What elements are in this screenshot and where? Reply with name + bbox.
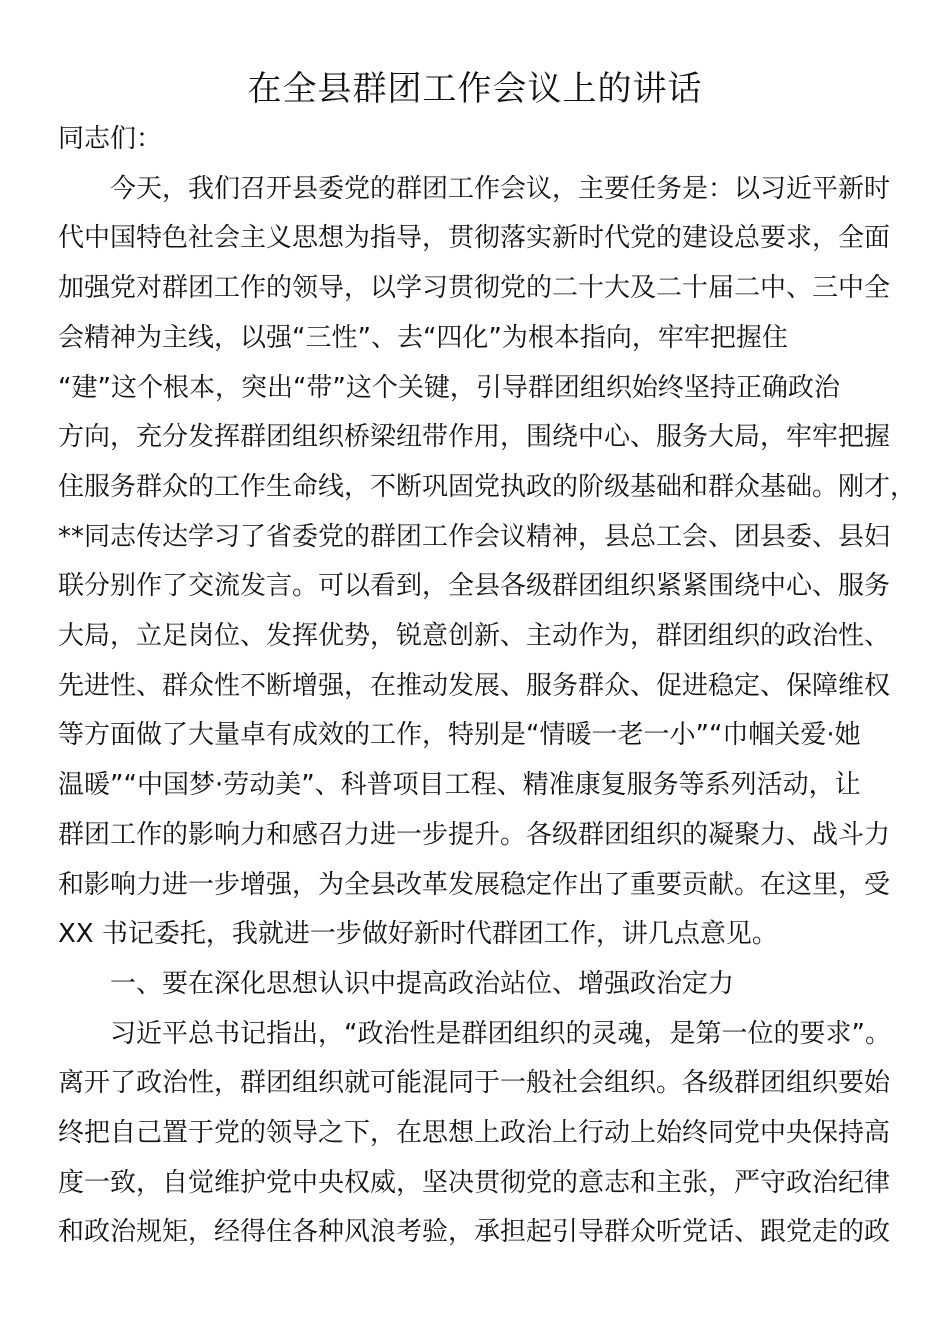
paragraph-line: 大局，立足岗位、发挥优势，锐意创新、主动作为，群团组织的政治性、 bbox=[58, 621, 891, 652]
paragraph-line: 群团工作的影响力和感召力进一步提升。各级群团组织的凝聚力、战斗力 bbox=[58, 819, 891, 850]
salutation-line: 同志们： bbox=[58, 124, 163, 154]
paragraph-line: 和影响力进一步增强，为全县改革发展稳定作出了重要贡献。在这里，受 bbox=[58, 869, 891, 900]
paragraph-line: 会精神为主线，以强“三性”、去“四化”为根本指向，牢牢把握住 bbox=[58, 322, 788, 353]
section-heading-1 bbox=[58, 960, 898, 1010]
paragraph-line: 和政治规矩，经得住各种风浪考验，承担起引导群众听党话、跟党走的政 bbox=[58, 1217, 891, 1248]
paragraph-line: 今天，我们召开县委党的群团工作会议，主要任务是：以习近平新时 bbox=[110, 173, 891, 204]
paragraph-line: 代中国特色社会主义思想为指导，贯彻落实新时代党的建设总要求，全面 bbox=[58, 223, 891, 254]
paragraph-line: 先进性、群众性不断增强，在推动发展、服务群众、促进稳定、保障维权 bbox=[58, 670, 891, 701]
document-body bbox=[58, 115, 917, 1258]
paragraph-line: 终把自己置于党的领导之下，在思想上政治上行动上始终同党中央保持高 bbox=[58, 1118, 891, 1149]
document-title: 在全县群团工作会议上的讲话 bbox=[247, 69, 703, 109]
paragraph-line: 度一致，自觉维护党中央权威，坚决贯彻党的意志和主张，严守政治纪律 bbox=[58, 1167, 891, 1198]
paragraph-line: 方向，充分发挥群团组织桥梁纽带作用，围绕中心、服务大局，牢牢把握 bbox=[58, 422, 891, 453]
paragraph-line: 加强党对群团工作的领导，以学习贯彻党的二十大及二十届二中、三中全 bbox=[58, 273, 891, 304]
paragraph-1 bbox=[58, 165, 917, 960]
paragraph-line: 等方面做了大量卓有成效的工作，特别是“情暖一老一小”“巾帼关爱·她 bbox=[58, 720, 861, 751]
paragraph-line: 习近平总书记指出，“政治性是群团组织的灵魂，是第一位的要求”。 bbox=[110, 1018, 891, 1049]
paragraph-line: 温暖”“中国梦·劳动美”、科普项目工程、精准康复服务等系列活动，让 bbox=[58, 770, 861, 801]
paragraph-line: XX 书记委托，我就进一步做好新时代群团工作，讲几点意见。 bbox=[58, 919, 778, 950]
paragraph-line: “建”这个根本，突出“带”这个关键，引导群团组织始终坚持正确政治 bbox=[58, 372, 840, 403]
paragraph-line: 离开了政治性，群团组织就可能混同于一般社会组织。各级群团组织要始 bbox=[58, 1068, 891, 1099]
paragraph-line: 联分别作了交流发言。可以看到，全县各级群团组织紧紧围绕中心、服务 bbox=[58, 571, 891, 602]
salutation bbox=[58, 115, 898, 165]
paragraph-line: **同志传达学习了省委党的群团工作会议精神，县总工会、团县委、县妇 bbox=[58, 521, 891, 552]
section-heading-line: 一、要在深化思想认识中提高政治站位、增强政治定力 bbox=[110, 968, 735, 999]
paragraph-line: 住服务群众的工作生命线，不断巩固党执政的阶级基础和群众基础。刚才， bbox=[58, 471, 917, 502]
paragraph-2 bbox=[58, 1010, 898, 1259]
